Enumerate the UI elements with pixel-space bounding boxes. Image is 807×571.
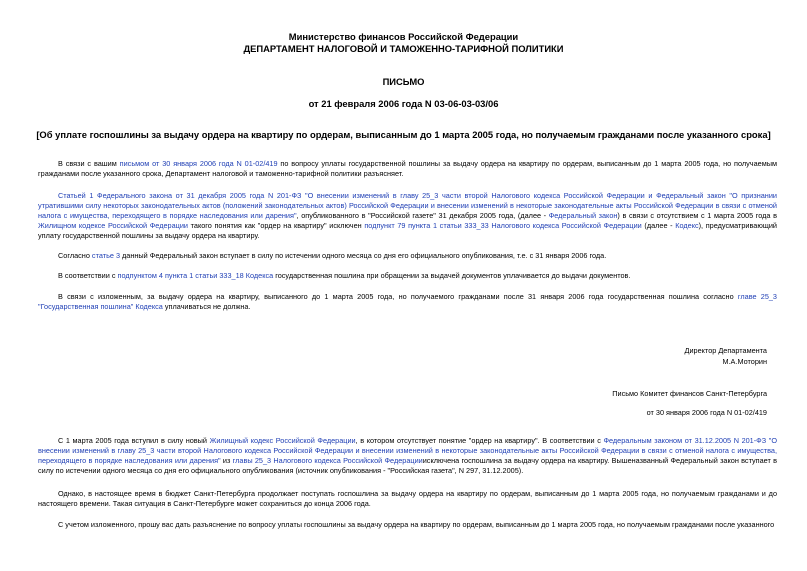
attachment-title: Письмо Комитет финансов Санкт-Петербурга: [612, 389, 767, 398]
link-subparagraph-4[interactable]: подпунктом 4 пункта 1 статьи 333_18 Кодекса: [117, 271, 274, 280]
text: данный Федеральный закон вступает в силу по истечении одного месяца со дня его официального опубликования, т.е. с 31 января 2006 года.: [120, 251, 607, 260]
signature-name: М.А.Моторин: [722, 357, 767, 366]
text: (далее -: [641, 221, 676, 230]
ministry-name: Министерство финансов Российской Федерации: [288, 31, 519, 42]
paragraph-6: [38, 436, 777, 476]
paragraph-7: [38, 489, 777, 509]
text: из: [220, 456, 233, 465]
attachment-date: от 30 января 2006 года N 01-02/419: [646, 408, 767, 417]
signature-position: Директор Департамента: [684, 346, 767, 355]
paragraph-4: [38, 271, 777, 281]
paragraph-2: [38, 191, 777, 241]
link-article-3[interactable]: статье 3: [91, 251, 121, 260]
text: , опубликованного в "Российской газете" 31 декабря 2005 года, (далее -: [296, 211, 549, 220]
link-housing-code[interactable]: Жилищном кодексе Российской Федерации: [38, 221, 188, 230]
document-subject: [Об уплате госпошлины за выдачу ордера на квартиру по ордерам, выписанным до 1 марта 2005 года, но получаемым гражданами после указанного срока]: [36, 129, 771, 140]
text: Согласно: [58, 251, 92, 260]
department-name: ДЕПАРТАМЕНТ НАЛОГОВОЙ И ТАМОЖЕННО-ТАРИФНОЙ ПОЛИТИКИ: [243, 43, 564, 54]
text: такого понятия как "ордер на квартиру" исключен: [187, 221, 365, 230]
text: исключена госпошлина за выдачу ордера на квартиру. Вышеназванный Федеральный закон вступает в силу по истечении одного месяца со дня его официального опубликования (источник опубликования - "Российская газета", N 297, 31.12.2005).: [38, 456, 777, 475]
link-housing-code-2[interactable]: Жилищный кодекс Российской Федерации: [209, 436, 356, 445]
link-letter-ref[interactable]: письмом от 30 января 2006 года N 01-02/419: [119, 159, 278, 168]
text: В соответствии с: [58, 271, 118, 280]
text: С учетом изложенного, прошу вас дать разъяснение по вопросу уплаты госпошлины за выдачу ордера на квартиру по ордерам, выписанным до 1 марта 2005 года, но получаемым гражданами после указанного: [58, 520, 775, 529]
paragraph-1: [38, 159, 777, 179]
document-type: ПИСЬМО: [382, 76, 425, 87]
link-tax-code-subparagraph[interactable]: подпункт 79 пункта 1 статьи 333_33 Налогового кодекса Российской Федерации: [364, 221, 642, 230]
link-federal-law[interactable]: Федеральный закон: [548, 211, 618, 220]
link-federal-law-201[interactable]: Федеральным законом от 31.12.2005 N 201-ФЗ "О внесении изменений в главу 25_3 части второй Налогового кодекса Российской Федерации и внесении изменений в некоторые законодательные акты Российской Федерации в связи с отменой налога с имущества, переходящего в порядке наследования или дарения": [38, 436, 777, 465]
link-federal-law-article[interactable]: Статьей 1 Федерального закона от 31 декабря 2005 года N 201-ФЗ "О внесении изменений в главу 25_3 части второй Налогового кодекса Российской Федерации и Федеральный закон "О признании утратившими силу некоторых законодательных актов (положений законодательных актов) Российской Федерации и внесении изменений в некоторые законодательные акты Российской Федерации в связи с отменой налога с имущества, переходящего в порядке наследования или дарения": [38, 191, 777, 220]
link-chapter-25-3[interactable]: главе 25_3 "Государственная пошлина" Кодекса: [38, 292, 777, 311]
link-code[interactable]: Кодекс: [675, 221, 699, 230]
text: В связи с вашим: [58, 159, 120, 168]
text: В связи с изложенным, за выдачу ордера на квартиру, выписанного до 1 марта 2005 года, но получаемого гражданами после 31 января 2006 года государственная пошлина согласно: [58, 292, 738, 301]
paragraph-8: [38, 520, 777, 530]
paragraph-3: [38, 251, 777, 261]
text: ) в связи с отсутствием с 1 марта 2005 года в: [617, 211, 777, 220]
text: Однако, в настоящее время в бюджет Санкт-Петербурга продолжает поступать госпошлина за выдачу ордера на квартиру по ордерам, выписанным до 1 марта 2005 года, но получаемым гражданами и до настоящего времени. Такая ситуация в Санкт-Петербурге может сохраниться до конца 2006 года.: [38, 489, 777, 508]
paragraph-5: [38, 292, 777, 312]
link-chapter-25-3-tax-code[interactable]: главы 25_3 Налогового кодекса Российской Федерации: [232, 456, 423, 465]
text: , в котором отсутствует понятие "ордер на квартиру". В соответствии с: [355, 436, 604, 445]
text: ), предусматривающий уплату государственной пошлины за выдачу ордера на квартиру.: [38, 221, 777, 240]
text: по вопросу уплаты государственной пошлины за выдачу ордера на квартиру по ордерам, выписанным до 1 марта 2005 года, но получаемым гражданами после указанного срока, Департамент налоговой и таможенно-тарифной политики разъясняет.: [38, 159, 777, 178]
text: государственная пошлина при обращении за выдачей документов уплачивается до выдачи документов.: [273, 271, 631, 280]
text: уплачиваться не должна.: [162, 302, 251, 311]
signature-block: [685, 345, 767, 367]
document-date: от 21 февраля 2006 года N 03-06-03-03/06: [308, 98, 499, 109]
text: С 1 марта 2005 года вступил в силу новый: [58, 436, 210, 445]
